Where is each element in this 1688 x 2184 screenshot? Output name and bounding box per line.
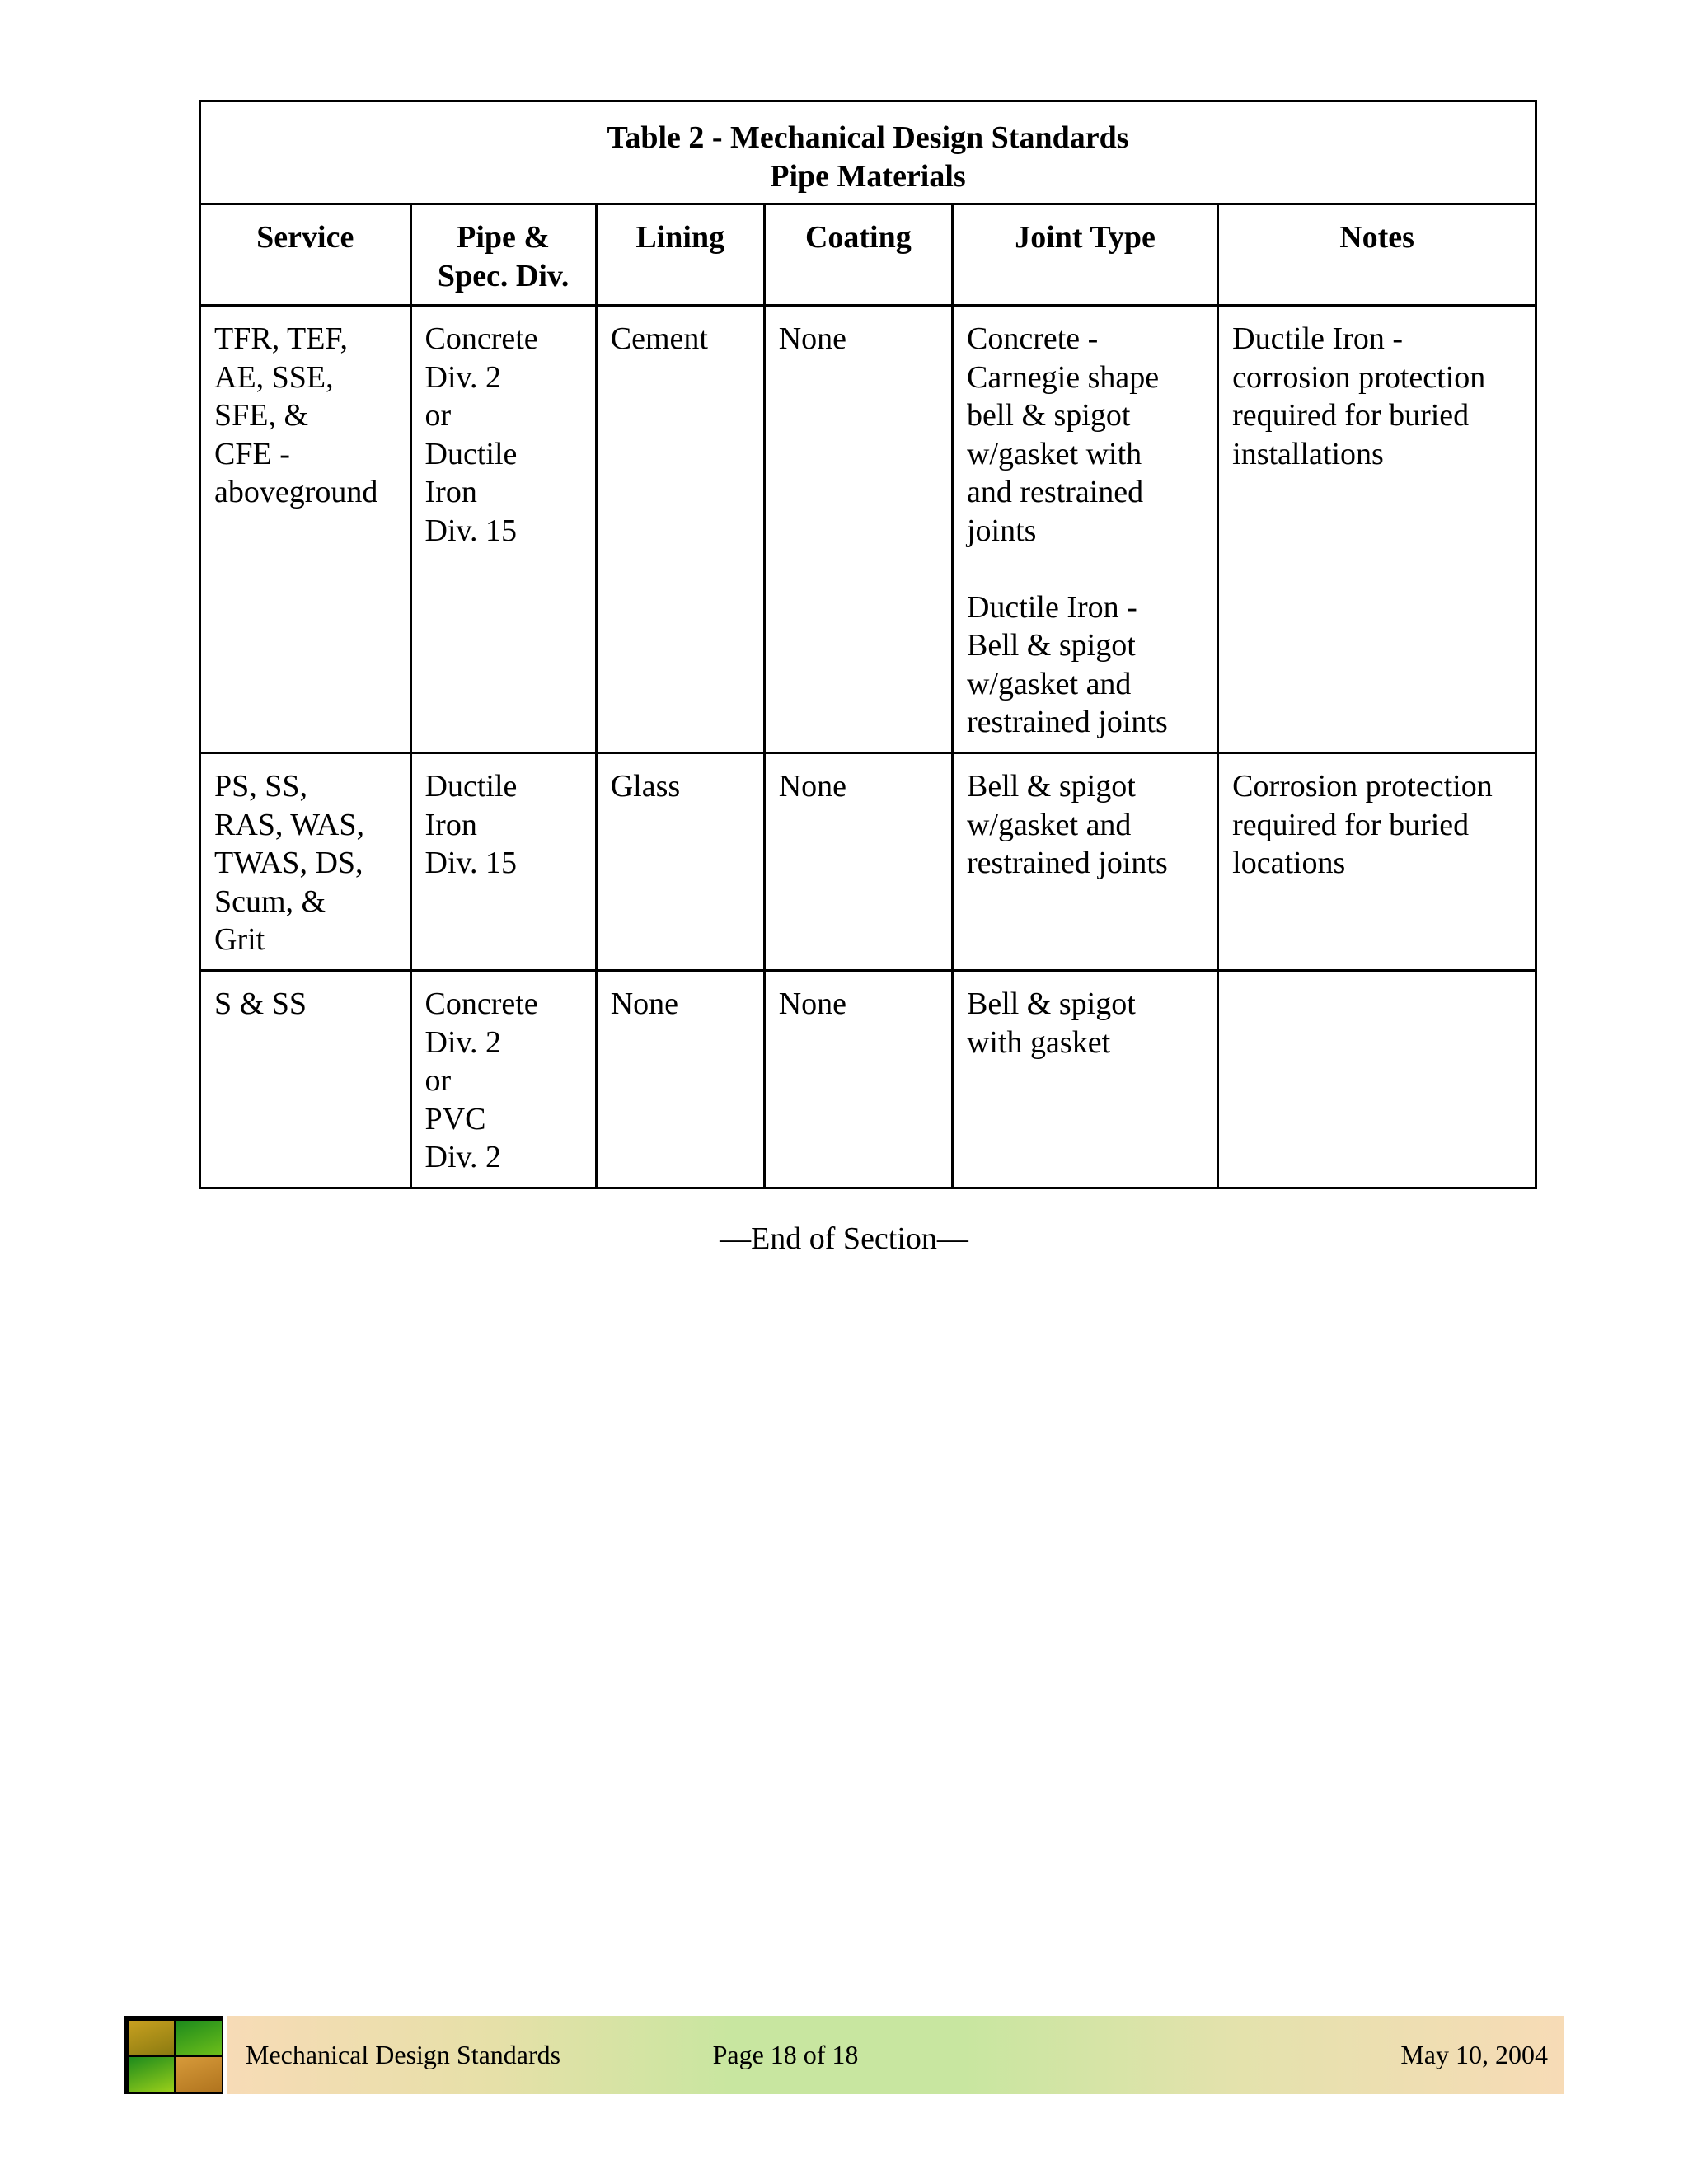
footer-date: May 10, 2004	[1400, 2040, 1548, 2069]
cell-line: Ductile Iron -	[1232, 321, 1403, 356]
header-pipe	[410, 204, 596, 306]
page-footer	[124, 2016, 1564, 2094]
cell-coating: None	[764, 971, 952, 1188]
table-row	[200, 306, 1536, 753]
header-pipe-line: Pipe &	[457, 220, 551, 255]
table-title-line: Table 2 - Mechanical Design Standards	[607, 120, 1129, 155]
cell-line: Scum, &	[214, 883, 326, 919]
cell-service	[200, 971, 411, 1188]
cell-line: Iron	[424, 475, 477, 509]
cell-service	[200, 753, 411, 971]
cell-joint-type	[952, 306, 1217, 753]
header-coating: Coating	[764, 204, 952, 306]
cell-line: Bell & spigot	[966, 628, 1136, 663]
cell-line: w/gasket with	[966, 436, 1142, 471]
cell-lining: Cement	[596, 306, 764, 753]
cell-line: or	[424, 398, 452, 433]
cell-lining: None	[596, 971, 764, 1188]
cell-line: AE, SSE,	[214, 359, 334, 395]
cell-line: TWAS, DS,	[214, 846, 363, 880]
cell-line: and restrained	[966, 475, 1144, 509]
cell-line: w/gasket and	[966, 666, 1132, 701]
cell-line: PVC	[424, 1101, 486, 1137]
header-joint-type: Joint Type	[952, 204, 1217, 306]
cell-line: Bell & spigot	[966, 769, 1136, 804]
cell-line: locations	[1232, 846, 1346, 880]
cell-line: bell & spigot	[966, 398, 1131, 433]
cell-line: S & SS	[214, 987, 307, 1021]
footer-document-title: Mechanical Design Standards	[246, 2040, 561, 2069]
cell-line: Concrete -	[966, 321, 1099, 356]
cell-line: Div. 2	[424, 1024, 502, 1060]
cell-line: PS, SS,	[214, 769, 308, 804]
cell-line: corrosion protection	[1232, 359, 1486, 395]
cell-line: joints	[966, 513, 1037, 548]
cell-notes	[1218, 306, 1536, 753]
cell-line: Ductile	[424, 436, 518, 471]
cell-line: aboveground	[214, 475, 378, 509]
cell-line: Ductile	[424, 769, 518, 804]
cell-joint-type	[952, 753, 1217, 971]
cell-line: Div. 15	[424, 846, 518, 880]
pipe-materials-table	[199, 100, 1537, 1189]
cell-line: Div. 15	[424, 513, 518, 548]
cell-notes	[1218, 971, 1536, 1188]
cell-line: required for buried	[1232, 398, 1470, 433]
cell-line: CFE -	[214, 436, 290, 471]
cell-line: SFE, &	[214, 398, 309, 433]
table-row	[200, 971, 1536, 1188]
cell-line: w/gasket and	[966, 807, 1132, 842]
cell-pipe	[410, 753, 596, 971]
footer-band	[227, 2016, 1564, 2094]
cell-service	[200, 306, 411, 753]
cell-coating: None	[764, 306, 952, 753]
table-title-row	[200, 101, 1536, 204]
cell-line: Div. 2	[424, 359, 502, 395]
cell-line: Div. 2	[424, 1140, 502, 1174]
cell-joint-type	[952, 971, 1217, 1188]
cell-line: Carnegie shape	[966, 359, 1160, 395]
cell-line: or	[424, 1063, 452, 1098]
cell-pipe	[410, 306, 596, 753]
table-row	[200, 753, 1536, 971]
cell-line: TFR, TEF,	[214, 321, 349, 356]
end-of-section: —End of Section—	[720, 1221, 968, 1256]
cell-line: installations	[1232, 436, 1384, 471]
header-lining: Lining	[596, 204, 764, 306]
cell-line: Corrosion protection	[1232, 769, 1493, 804]
cell-line: Concrete	[424, 987, 538, 1021]
cell-line: Bell & spigot	[966, 987, 1136, 1021]
table-header-row	[200, 204, 1536, 306]
cell-line: Concrete	[424, 321, 538, 356]
table-subtitle-line: Pipe Materials	[770, 158, 966, 194]
cell-line: restrained joints	[966, 846, 1168, 880]
cell-line: Ductile Iron -	[966, 589, 1137, 625]
cell-line: with gasket	[966, 1024, 1111, 1060]
cell-lining: Glass	[596, 753, 764, 971]
cell-pipe	[410, 971, 596, 1188]
cell-line: required for buried	[1232, 807, 1470, 842]
cell-notes	[1218, 753, 1536, 971]
paragraph-gap	[967, 550, 1203, 588]
cell-line: Grit	[214, 922, 265, 957]
cell-line: RAS, WAS,	[214, 807, 364, 842]
cell-coating: None	[764, 753, 952, 971]
cell-line: Iron	[424, 807, 477, 842]
header-pipe-line: Spec. Div.	[437, 258, 570, 293]
table-title	[200, 101, 1536, 204]
header-notes: Notes	[1218, 204, 1536, 306]
header-service: Service	[200, 204, 411, 306]
cell-line: restrained joints	[966, 705, 1168, 739]
footer-page-number: Page 18 of 18	[712, 2040, 859, 2069]
